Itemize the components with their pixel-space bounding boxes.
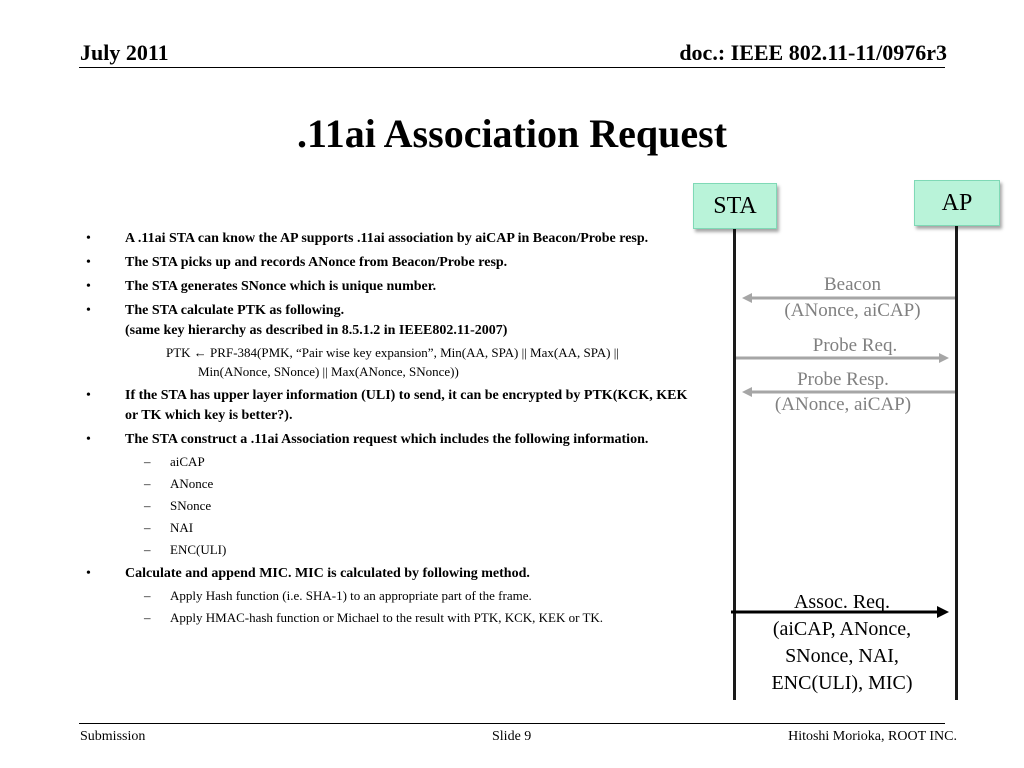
probe-req-label: Probe Req. [812, 335, 898, 356]
bullet-text: The STA construct a .11ai Association request which includes the following information. [125, 432, 649, 447]
bullet-text: If the STA has upper layer information (ULI) to send, it can be encrypted by PTK(KCK, KEK or TK which key is better?). [125, 388, 688, 423]
footer-submission: Submission [80, 729, 146, 744]
bullet-mark: • [86, 388, 91, 403]
sub-item-text: Apply HMAC-hash function or Michael to the result with PTK, KCK, KEK or TK. [170, 610, 604, 625]
slide-title: .11ai Association Request [296, 111, 728, 156]
bullet-mark: • [86, 255, 91, 270]
bullet-text: The STA picks up and records ANonce from Beacon/Probe resp. [125, 255, 508, 270]
probe-resp-label-line2: (ANonce, aiCAP) [774, 394, 912, 415]
ap-box: AP [914, 180, 1000, 226]
bullet-text: Calculate and append MIC. MIC is calculated by following method. [125, 566, 530, 581]
bullet-text-line2: (same key hierarchy as described in 8.5.1.2 in IEEE802.11-2007) [125, 323, 508, 338]
bullet-mark: • [86, 279, 91, 294]
sub-item-text: Apply Hash function (i.e. SHA-1) to an appropriate part of the frame. [170, 588, 532, 603]
bullet-mark: • [86, 432, 91, 447]
dash-mark: – [144, 476, 151, 491]
probe-resp-label-line1: Probe Resp. [797, 369, 889, 390]
footer-rule [79, 723, 945, 724]
bullet-mark: • [86, 231, 91, 246]
sub-item-text: SNonce [170, 498, 212, 513]
header-date: July 2011 [80, 40, 169, 65]
dash-mark: – [144, 454, 151, 469]
ptk-equation-line1: PTK ← PRF-384(PMK, “Pair wise key expansion”, Min(AA, SPA) || Max(AA, SPA) || [166, 345, 619, 360]
bullet-mark: • [86, 303, 91, 318]
sub-item-text: aiCAP [170, 454, 205, 469]
bullet-mark: • [86, 566, 91, 581]
dash-mark: – [144, 520, 151, 535]
sub-item-text: NAI [170, 520, 194, 535]
beacon-label-line1: Beacon [824, 274, 881, 295]
dash-mark: – [144, 542, 151, 557]
dash-mark: – [144, 588, 151, 603]
dash-mark: – [144, 498, 151, 513]
footer-slide-number: Slide 9 [492, 729, 532, 744]
assoc-req-label [742, 589, 942, 697]
sub-item-text: ENC(ULI) [170, 542, 227, 557]
assoc-req-label-line2: (aiCAP, ANonce, [772, 618, 912, 640]
assoc-req-label-line3: SNonce, NAI, [785, 645, 899, 667]
beacon-label-line2: (ANonce, aiCAP) [784, 300, 921, 321]
bullet-text: The STA generates SNonce which is unique number. [125, 279, 437, 294]
assoc-req-label-line1: Assoc. Req. [793, 591, 891, 613]
probe-resp-label [748, 368, 938, 416]
header-doc-number: doc.: IEEE 802.11-11/0976r3 [679, 40, 947, 65]
dash-mark: – [144, 610, 151, 625]
sub-item-text: ANonce [170, 476, 214, 491]
ptk-equation-line2: Min(ANonce, SNonce) || Max(ANonce, SNonce)) [198, 364, 459, 379]
assoc-req-label-line4: ENC(ULI), MIC) [771, 672, 913, 694]
bullet-text: A .11ai STA can know the AP supports .11ai association by aiCAP in Beacon/Probe resp. [125, 231, 649, 246]
bullet-text-line1: The STA calculate PTK as following. [125, 303, 345, 318]
beacon-label [760, 273, 945, 322]
footer-author: Hitoshi Morioka, ROOT INC. [788, 729, 957, 744]
sta-box: STA [693, 183, 777, 229]
